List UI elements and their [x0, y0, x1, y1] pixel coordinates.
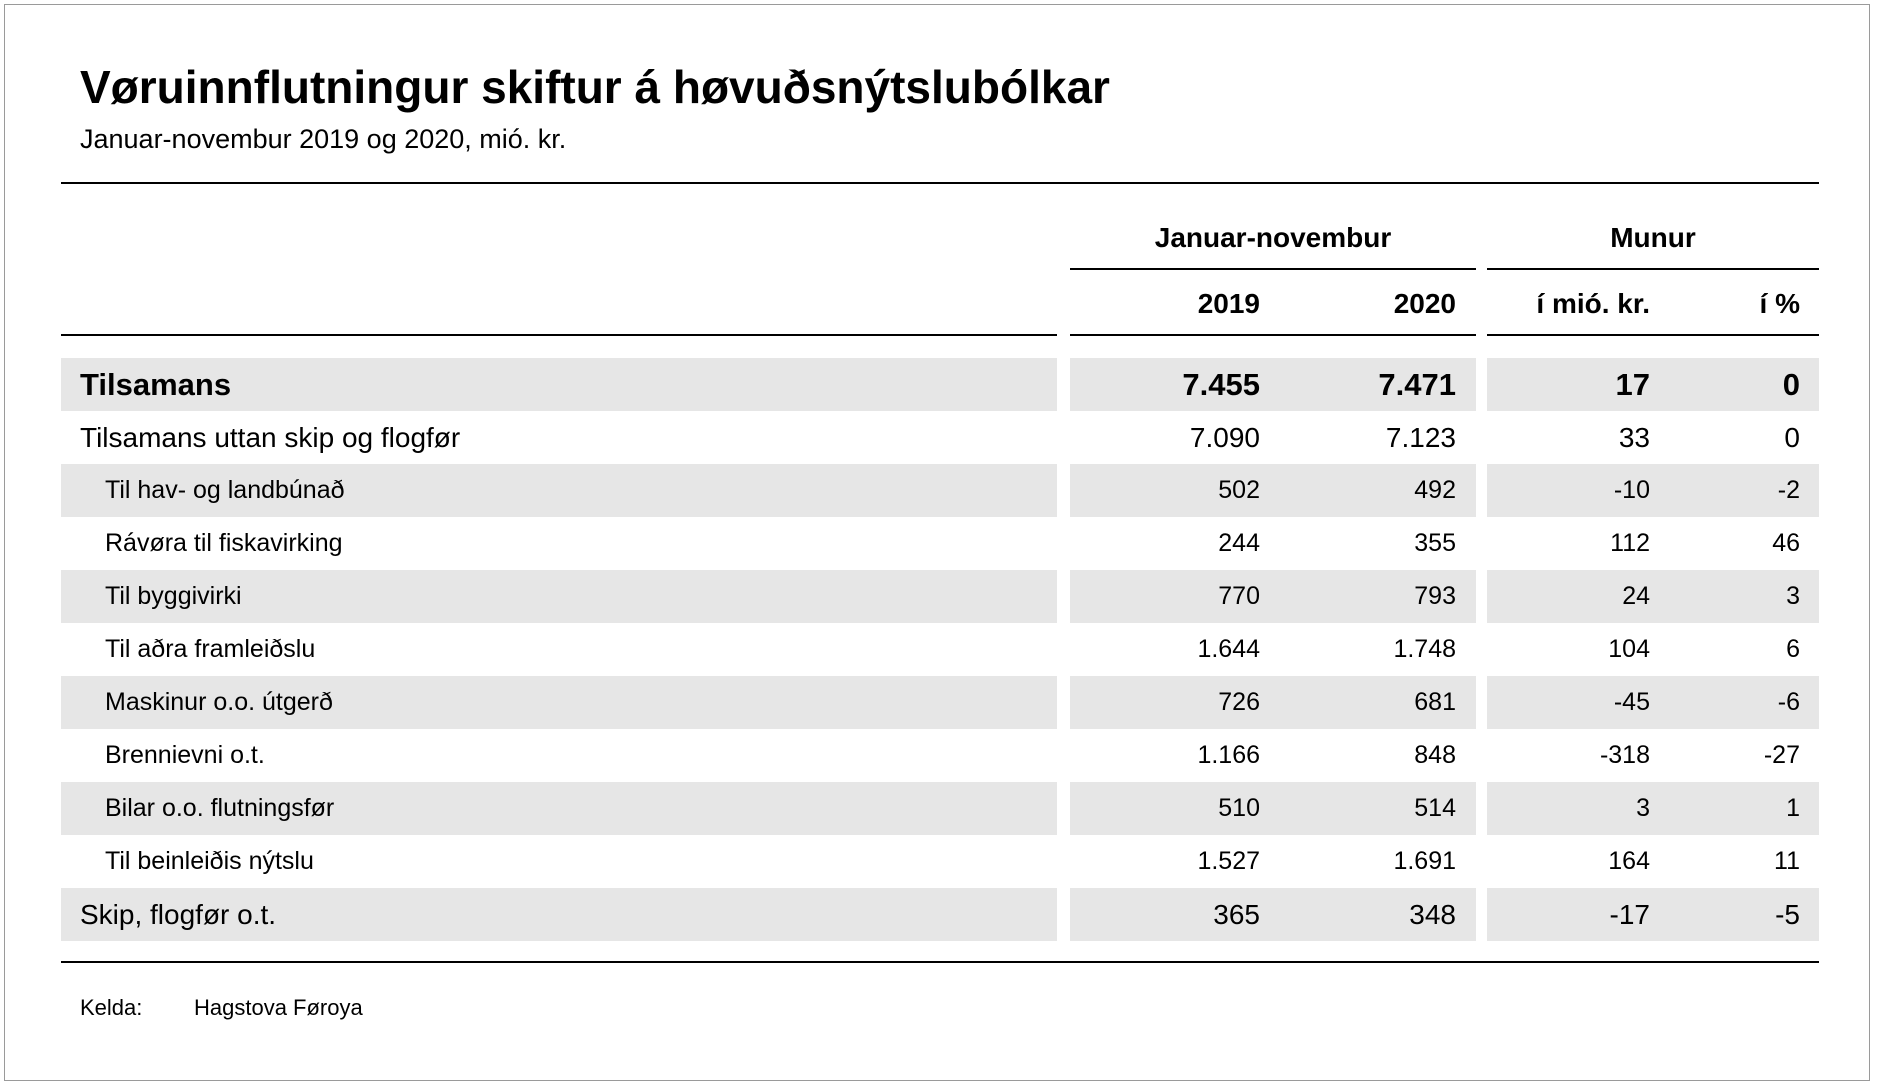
header-2019: 2019 [1197, 288, 1260, 319]
row-label: Tilsamans [80, 367, 232, 402]
group-rule-januar-novembur [1070, 268, 1476, 270]
page-subtitle: Januar-novembur 2019 og 2020, mió. kr. [80, 124, 567, 154]
value-pct: 6 [1786, 635, 1800, 663]
value-2019: 1.527 [1197, 847, 1260, 875]
value-2020: 793 [1414, 582, 1456, 610]
row-label: Til byggivirki [105, 582, 242, 610]
value-pct: 46 [1772, 529, 1800, 557]
value-pct: -5 [1775, 899, 1800, 930]
value-2020: 7.123 [1385, 422, 1456, 453]
value-2019: 1.644 [1197, 635, 1260, 663]
value-2019: 510 [1218, 794, 1260, 822]
table-row [0, 782, 1878, 835]
table-row-total [0, 358, 1878, 411]
value-2019: 7.455 [1182, 367, 1260, 402]
value-pct: 1 [1786, 794, 1800, 822]
value-diff: -17 [1609, 899, 1650, 930]
value-diff: 33 [1618, 422, 1650, 453]
value-diff: 112 [1610, 529, 1650, 557]
top-rule [61, 182, 1819, 184]
value-2020: 1.691 [1393, 847, 1456, 875]
table-row [0, 729, 1878, 782]
value-2020: 1.748 [1393, 635, 1456, 663]
group-rule-munur [1487, 268, 1819, 270]
row-label: Til beinleiðis nýtslu [105, 847, 314, 875]
value-2019: 726 [1218, 688, 1260, 716]
table-row [0, 517, 1878, 570]
row-label: Rávøra til fiskavirking [105, 529, 343, 557]
source-label: Kelda: [80, 995, 143, 1020]
value-diff: -10 [1613, 476, 1650, 504]
value-2020: 355 [1414, 529, 1456, 557]
table-row [0, 888, 1878, 941]
row-label: Skip, flogfør o.t. [80, 899, 277, 930]
row-label: Tilsamans uttan skip og flogfør [80, 422, 461, 453]
value-diff: 164 [1608, 847, 1650, 875]
header-rule-label [61, 334, 1057, 336]
value-2019: 7.090 [1189, 422, 1260, 453]
value-2020: 348 [1409, 899, 1456, 930]
value-2019: 502 [1218, 476, 1260, 504]
row-label: Til aðra framleiðslu [105, 635, 316, 663]
bottom-rule [61, 961, 1819, 963]
header-diff-pct: í % [1759, 288, 1800, 319]
table-row [0, 835, 1878, 888]
header-group-munur: Munur [1610, 222, 1696, 253]
value-2020: 514 [1414, 794, 1456, 822]
value-2020: 681 [1414, 688, 1456, 716]
value-2020: 848 [1414, 741, 1456, 769]
value-2019: 244 [1218, 529, 1260, 557]
value-diff: 24 [1622, 582, 1650, 610]
value-pct: 3 [1786, 582, 1800, 610]
value-diff: 17 [1615, 367, 1650, 402]
value-pct: 0 [1784, 422, 1800, 453]
header-group-januar-novembur: Januar-novembur [1154, 222, 1392, 253]
source-value: Hagstova Føroya [194, 995, 363, 1020]
table-row [0, 676, 1878, 729]
row-label: Bilar o.o. flutningsfør [105, 794, 335, 822]
row-label: Brennievni o.t. [105, 741, 265, 769]
value-2020: 7.471 [1378, 367, 1456, 402]
value-2019: 365 [1213, 899, 1260, 930]
value-pct: -6 [1777, 688, 1800, 716]
value-diff: -318 [1599, 741, 1650, 769]
table-row [0, 411, 1878, 464]
header-rule-munur [1487, 334, 1819, 336]
table-row [0, 464, 1878, 517]
table-row [0, 570, 1878, 623]
value-diff: 3 [1636, 794, 1650, 822]
value-pct: -27 [1763, 741, 1800, 769]
header-diff-mio: í mió. kr. [1536, 288, 1650, 319]
value-diff: 104 [1608, 635, 1650, 663]
row-label: Maskinur o.o. útgerð [105, 688, 333, 716]
value-2019: 770 [1218, 582, 1260, 610]
value-2020: 492 [1414, 476, 1456, 504]
value-2019: 1.166 [1197, 741, 1260, 769]
value-diff: -45 [1613, 688, 1650, 716]
header-rule-years [1070, 334, 1476, 336]
row-label: Til hav- og landbúnað [105, 476, 345, 504]
table-row [0, 623, 1878, 676]
value-pct: -2 [1777, 476, 1800, 504]
header-2020: 2020 [1393, 288, 1456, 319]
value-pct: 11 [1774, 847, 1800, 875]
value-pct: 0 [1782, 367, 1800, 402]
page-title: Vøruinnflutningur skiftur á høvuðsnýtslubólkar [80, 61, 1110, 113]
